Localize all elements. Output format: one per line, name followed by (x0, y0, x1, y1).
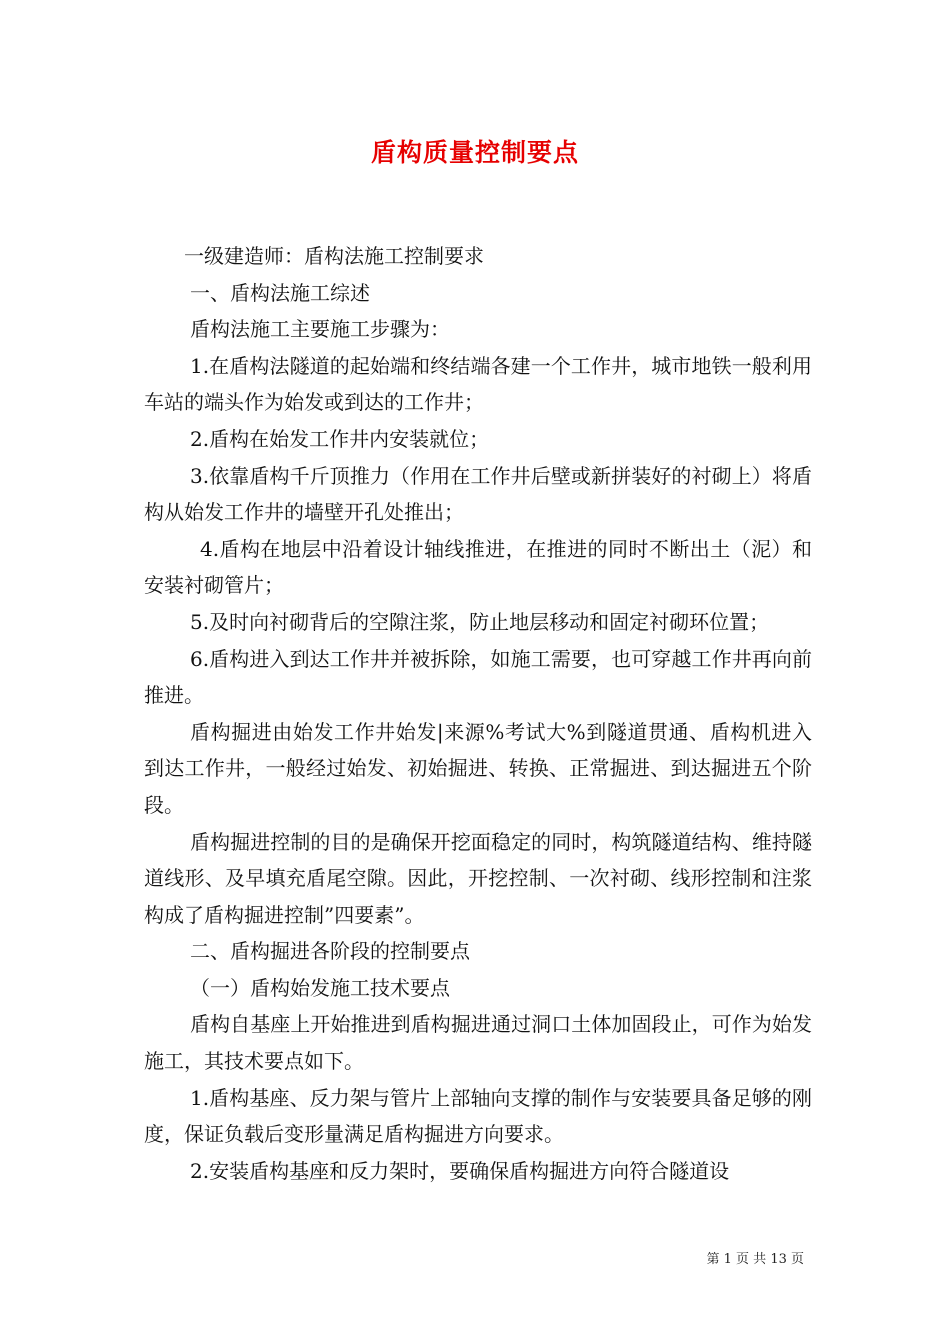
section-heading-2: 二、盾构掘进各阶段的控制要点 (190, 939, 470, 964)
document-body (144, 238, 812, 1189)
paragraph-stages: 盾构掘进由始发工作井始发|来源%考试大%到隧道贯通、盾构机进入到达工作井，一般经过始发、初始掘进、转换、正常掘进、到达掘进五个阶段。 (144, 719, 812, 817)
subsection-heading-1: （一）盾构始发施工技术要点 (190, 975, 450, 1000)
paragraph-step-5: 5.及时向衬砌背后的空隙注浆，防止地层移动和固定衬砌环位置； (190, 609, 770, 634)
paragraph-step-6: 6.盾构进入到达工作井并被拆除，如施工需要，也可穿越工作井再向前推进。 (144, 646, 812, 708)
paragraph-step-1: 1.在盾构法隧道的起始端和终结端各建一个工作井，城市地铁一般利用车站的端头作为始发或到达的工作井； (144, 353, 812, 415)
paragraph-launch-intro: 盾构自基座上开始推进到盾构掘进通过洞口土体加固段止，可作为始发施工，其技术要点如下。 (144, 1012, 812, 1074)
paragraph-launch-point-1: 1.盾构基座、反力架与管片上部轴向支撑的制作与安装要具备足够的刚度，保证负载后变形量满足盾构掘进方向要求。 (144, 1085, 812, 1147)
paragraph-step-2: 2.盾构在始发工作井内安装就位； (190, 426, 490, 451)
paragraph-step-3: 3.依靠盾构千斤顶推力（作用在工作井后壁或新拼装好的衬砌上）将盾构从始发工作井的墙壁开孔处推出； (144, 463, 812, 525)
paragraph-step-4: 4.盾构在地层中沿着设计轴线推进，在推进的同时不断出土（泥）和安装衬砌管片； (144, 536, 812, 598)
paragraph-launch-point-2: 2.安装盾构基座和反力架时，要确保盾构掘进方向符合隧道设 (190, 1158, 730, 1183)
document-title: 盾构质量控制要点 (370, 138, 579, 167)
paragraph-intro: 一级建造师：盾构法施工控制要求 (184, 244, 484, 268)
paragraph-steps-intro: 盾构法施工主要施工步骤为： (190, 317, 450, 342)
section-heading-1: 一、盾构法施工综述 (190, 280, 370, 305)
page-number: 第 1 页 共 13 页 (706, 1252, 804, 1267)
paragraph-control-purpose: 盾构掘进控制的目的是确保开挖面稳定的同时，构筑隧道结构、维持隧道线形、及早填充盾尾空隙。因此，开挖控制、一次衬砌、线形控制和注浆构成了盾构掘进控制”四要素”。 (144, 829, 812, 927)
